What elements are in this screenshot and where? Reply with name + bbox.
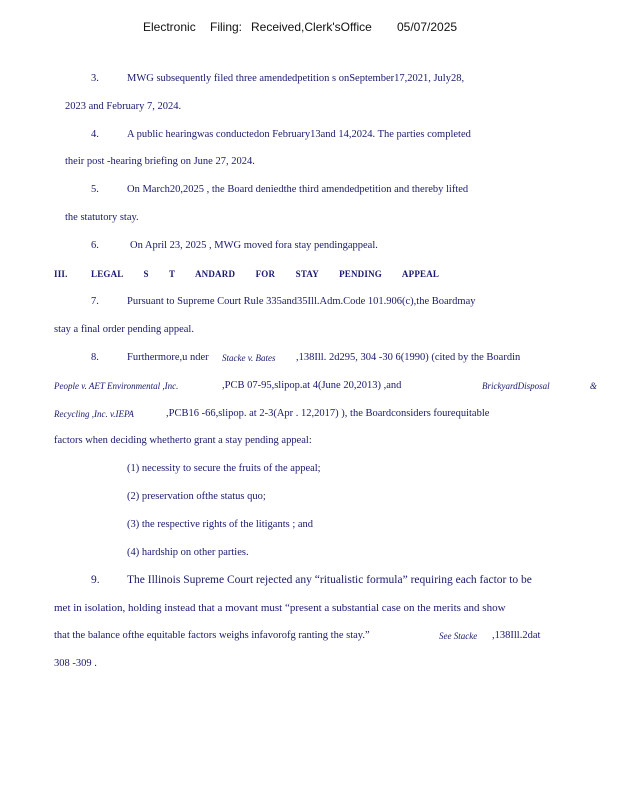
para8-text-d: ,PCB16 -66,slipop. at 2-3(Apr . 12,2017) ), the Boardconsiders fourequitable — [166, 408, 490, 419]
factor-text: (1) necessity to secure the fruits of the appeal; — [127, 463, 321, 474]
para9-line1 — [0, 572, 618, 588]
para9-line3 — [0, 628, 618, 644]
para4-text-cont: their post -hearing briefing on June 27, 2024. — [65, 156, 255, 167]
para3-text-cont: 2023 and February 7, 2024. — [65, 101, 182, 112]
para5-number: 5. — [91, 184, 99, 195]
case-citation-see-stacke: See Stacke — [439, 631, 478, 641]
factor-text: (2) preservation ofthe status quo; — [127, 491, 266, 502]
para8-text-a: Furthermore,u nder — [127, 352, 209, 363]
para8-text-c: ,PCB 07-95,slipop.at 4(June 20,2013) ,and — [222, 380, 402, 391]
section-title: LEGAL S T ANDARD FOR STAY PENDING APPEAL — [91, 269, 440, 279]
para9-text-cont: met in isolation, holding instead that a movant must “present a substantial case on the merits and show — [54, 602, 506, 614]
para9-text-pages: 308 -309 . — [54, 658, 97, 669]
para4-text: A public hearingwas conductedon February13and 14,2024. The parties completed — [127, 129, 471, 140]
para5-text: On March20,2025 , the Board deniedthe third amendedpetition and thereby lifted — [127, 184, 469, 195]
para8-text-e: factors when deciding whetherto grant a stay pending appeal: — [54, 435, 312, 446]
para3-number: 3. — [91, 73, 99, 84]
para9-line2 — [0, 600, 618, 616]
para3-line1 — [0, 71, 618, 87]
header-electronic: Electronic — [143, 20, 196, 34]
para3-text: MWG subsequently filed three amendedpetition s onSeptember17,2021, July28, — [127, 73, 465, 84]
para7-text-cont: stay a final order pending appeal. — [54, 324, 194, 335]
para8-number: 8. — [91, 352, 99, 363]
para6-number: 6. — [91, 240, 99, 251]
factor-item — [0, 517, 618, 533]
para8-line2 — [0, 378, 618, 394]
header-received: Received,Clerk'sOffice — [251, 20, 372, 34]
para6-line1 — [0, 238, 618, 254]
para5-line1 — [0, 182, 618, 198]
factor-text: (3) the respective rights of the litigants ; and — [127, 519, 314, 530]
para5-text-cont: the statutory stay. — [65, 212, 139, 223]
para9-text-cite: ,138Ill.2dat — [492, 630, 541, 641]
para7-text: Pursuant to Supreme Court Rule 335and35Ill.Adm.Code 101.906(c),the Boardmay — [127, 296, 476, 307]
para5-line2 — [0, 210, 618, 226]
para7-line1 — [0, 294, 618, 310]
section-heading — [0, 266, 618, 282]
case-citation-brickyard: BrickyardDisposal & — [482, 381, 597, 391]
para4-line1 — [0, 127, 618, 143]
para9-line4 — [0, 656, 618, 672]
factor-item — [0, 545, 618, 561]
para9-text-balance: that the balance ofthe equitable factors weighs infavorofg ranting the stay.” — [54, 630, 370, 641]
para9-number: 9. — [91, 574, 100, 586]
case-citation-stacke: Stacke v. Bates — [222, 353, 276, 363]
case-citation-people: People v. AET Environmental ,Inc. — [54, 381, 179, 391]
para4-line2 — [0, 154, 618, 170]
header-filing: Filing: — [210, 20, 243, 34]
factor-item — [0, 489, 618, 505]
para9-text: The Illinois Supreme Court rejected any “ritualistic formula” requiring each factor to be — [127, 574, 532, 586]
header-date: 05/07/2025 — [397, 20, 458, 34]
para7-line2 — [0, 322, 618, 338]
para6-text: On April 23, 2025 , MWG moved fora stay pendingappeal. — [130, 240, 378, 251]
section-number: III. — [54, 269, 68, 279]
para7-number: 7. — [91, 296, 99, 307]
case-citation-recycling: Recycling ,Inc. v.IEPA — [54, 409, 134, 419]
para8-line1 — [0, 350, 618, 366]
factor-text: (4) hardship on other parties. — [127, 547, 249, 558]
para8-text-b: ,138Ill. 2d295, 304 -30 6(1990) (cited by the Boardin — [296, 352, 521, 363]
para8-line3 — [0, 406, 618, 422]
para4-number: 4. — [91, 129, 99, 140]
para8-line4 — [0, 433, 618, 449]
factor-item — [0, 461, 618, 477]
para3-line2 — [0, 99, 618, 115]
